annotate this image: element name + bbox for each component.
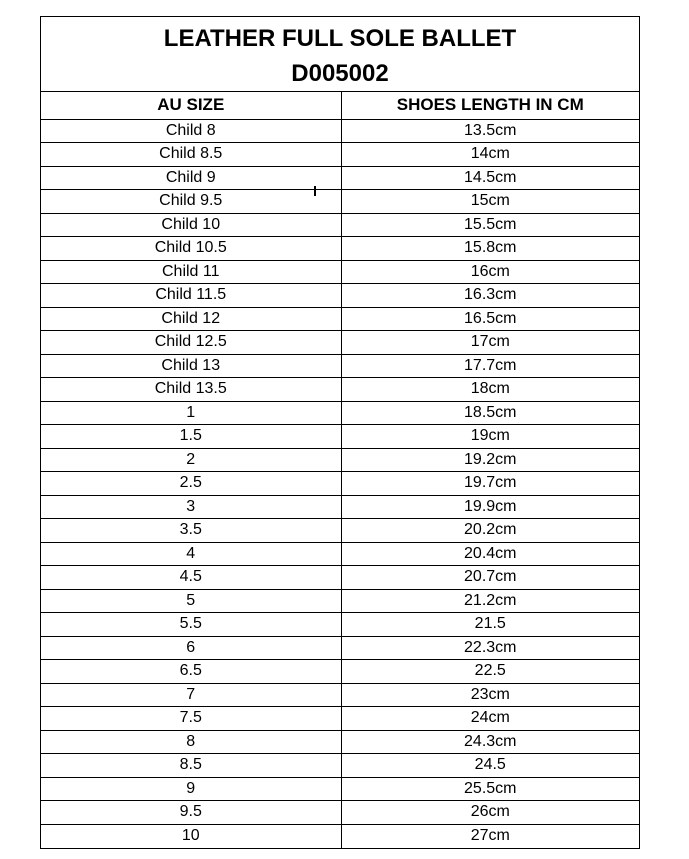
shoe-length-cell: 16cm <box>341 260 639 284</box>
table-row <box>41 119 639 143</box>
shoe-length-cell: 23cm <box>341 683 639 707</box>
au-size-cell: Child 10.5 <box>41 237 341 261</box>
au-size-cell: 8.5 <box>41 754 341 778</box>
shoe-length-cell: 20.2cm <box>341 519 639 543</box>
table-row <box>41 425 639 449</box>
au-size-cell: 5.5 <box>41 613 341 637</box>
table-row <box>41 143 639 167</box>
table-row <box>41 166 639 190</box>
au-size-cell: Child 9 <box>41 166 341 190</box>
shoe-length-cell: 18cm <box>341 378 639 402</box>
shoe-length-cell: 16.5cm <box>341 307 639 331</box>
table-row <box>41 495 639 519</box>
table-row <box>41 824 639 848</box>
table-row <box>41 378 639 402</box>
shoe-length-cell: 24.5 <box>341 754 639 778</box>
au-size-cell: 4 <box>41 542 341 566</box>
au-size-cell: 3.5 <box>41 519 341 543</box>
product-title: LEATHER FULL SOLE BALLET <box>163 25 517 52</box>
table-row <box>41 284 639 308</box>
shoe-length-cell: 15.5cm <box>341 213 639 237</box>
shoe-length-cell: 20.4cm <box>341 542 639 566</box>
shoe-length-cell: 24.3cm <box>341 730 639 754</box>
table-row <box>41 260 639 284</box>
size-chart-sheet <box>40 16 640 849</box>
au-size-cell: 8 <box>41 730 341 754</box>
shoe-length-cell: 18.5cm <box>341 401 639 425</box>
table-row <box>41 636 639 660</box>
au-size-cell: Child 11 <box>41 260 341 284</box>
table-row <box>41 777 639 801</box>
table-row <box>41 190 639 214</box>
au-size-cell: 6.5 <box>41 660 341 684</box>
table-row <box>41 613 639 637</box>
au-size-cell: Child 13.5 <box>41 378 341 402</box>
table-row <box>41 213 639 237</box>
shoe-length-cell: 22.3cm <box>341 636 639 660</box>
table-row <box>41 683 639 707</box>
table-row <box>41 660 639 684</box>
shoe-length-cell: 19cm <box>341 425 639 449</box>
shoe-length-cell: 21.5 <box>341 613 639 637</box>
table-row <box>41 730 639 754</box>
table-row <box>41 707 639 731</box>
header-au-size: AU SIZE <box>41 92 341 119</box>
table-row <box>41 307 639 331</box>
shoe-length-cell: 26cm <box>341 801 639 825</box>
shoe-length-cell: 19.9cm <box>341 495 639 519</box>
au-size-cell: Child 12 <box>41 307 341 331</box>
shoe-length-cell: 14.5cm <box>341 166 639 190</box>
au-size-cell: Child 11.5 <box>41 284 341 308</box>
shoe-length-cell: 22.5 <box>341 660 639 684</box>
table-row <box>41 566 639 590</box>
au-size-cell: 9.5 <box>41 801 341 825</box>
product-code: D005002 <box>291 60 389 87</box>
table-row <box>41 354 639 378</box>
text-cursor-mark <box>314 186 316 196</box>
au-size-cell: 10 <box>41 824 341 848</box>
au-size-cell: Child 8.5 <box>41 143 341 167</box>
au-size-cell: 5 <box>41 589 341 613</box>
table-row <box>41 472 639 496</box>
shoe-length-cell: 19.7cm <box>341 472 639 496</box>
au-size-cell: Child 13 <box>41 354 341 378</box>
shoe-length-cell: 19.2cm <box>341 448 639 472</box>
au-size-cell: Child 8 <box>41 119 341 143</box>
title-block <box>41 17 639 92</box>
au-size-cell: 9 <box>41 777 341 801</box>
shoe-length-cell: 16.3cm <box>341 284 639 308</box>
shoe-length-cell: 15.8cm <box>341 237 639 261</box>
table-row <box>41 448 639 472</box>
au-size-cell: Child 9.5 <box>41 190 341 214</box>
table-row <box>41 754 639 778</box>
header-row <box>41 92 639 119</box>
table-row <box>41 331 639 355</box>
au-size-cell: 3 <box>41 495 341 519</box>
table-row <box>41 542 639 566</box>
shoe-length-cell: 25.5cm <box>341 777 639 801</box>
table-row <box>41 801 639 825</box>
au-size-cell: 2.5 <box>41 472 341 496</box>
shoe-length-cell: 17.7cm <box>341 354 639 378</box>
au-size-cell: 4.5 <box>41 566 341 590</box>
table-row <box>41 401 639 425</box>
au-size-cell: 7 <box>41 683 341 707</box>
shoe-length-cell: 13.5cm <box>464 121 517 139</box>
shoe-length-cell: 21.2cm <box>341 589 639 613</box>
header-shoe-length: SHOES LENGTH IN CM <box>341 92 639 119</box>
shoe-length-cell: 24cm <box>341 707 639 731</box>
shoe-length-cell: 27cm <box>341 824 639 848</box>
shoe-length-cell: 15cm <box>341 190 639 214</box>
table-row <box>41 237 639 261</box>
size-table <box>41 92 639 848</box>
au-size-cell: 1 <box>41 401 341 425</box>
au-size-cell: 7.5 <box>41 707 341 731</box>
size-rows <box>41 119 639 848</box>
au-size-cell: 6 <box>41 636 341 660</box>
table-row <box>41 519 639 543</box>
shoe-length-cell: 17cm <box>341 331 639 355</box>
shoe-length-cell: 20.7cm <box>341 566 639 590</box>
table-row <box>41 589 639 613</box>
au-size-cell: 1.5 <box>41 425 341 449</box>
au-size-cell: Child 12.5 <box>41 331 341 355</box>
au-size-cell: Child 10 <box>41 213 341 237</box>
shoe-length-cell: 14cm <box>341 143 639 167</box>
au-size-cell: 2 <box>41 448 341 472</box>
